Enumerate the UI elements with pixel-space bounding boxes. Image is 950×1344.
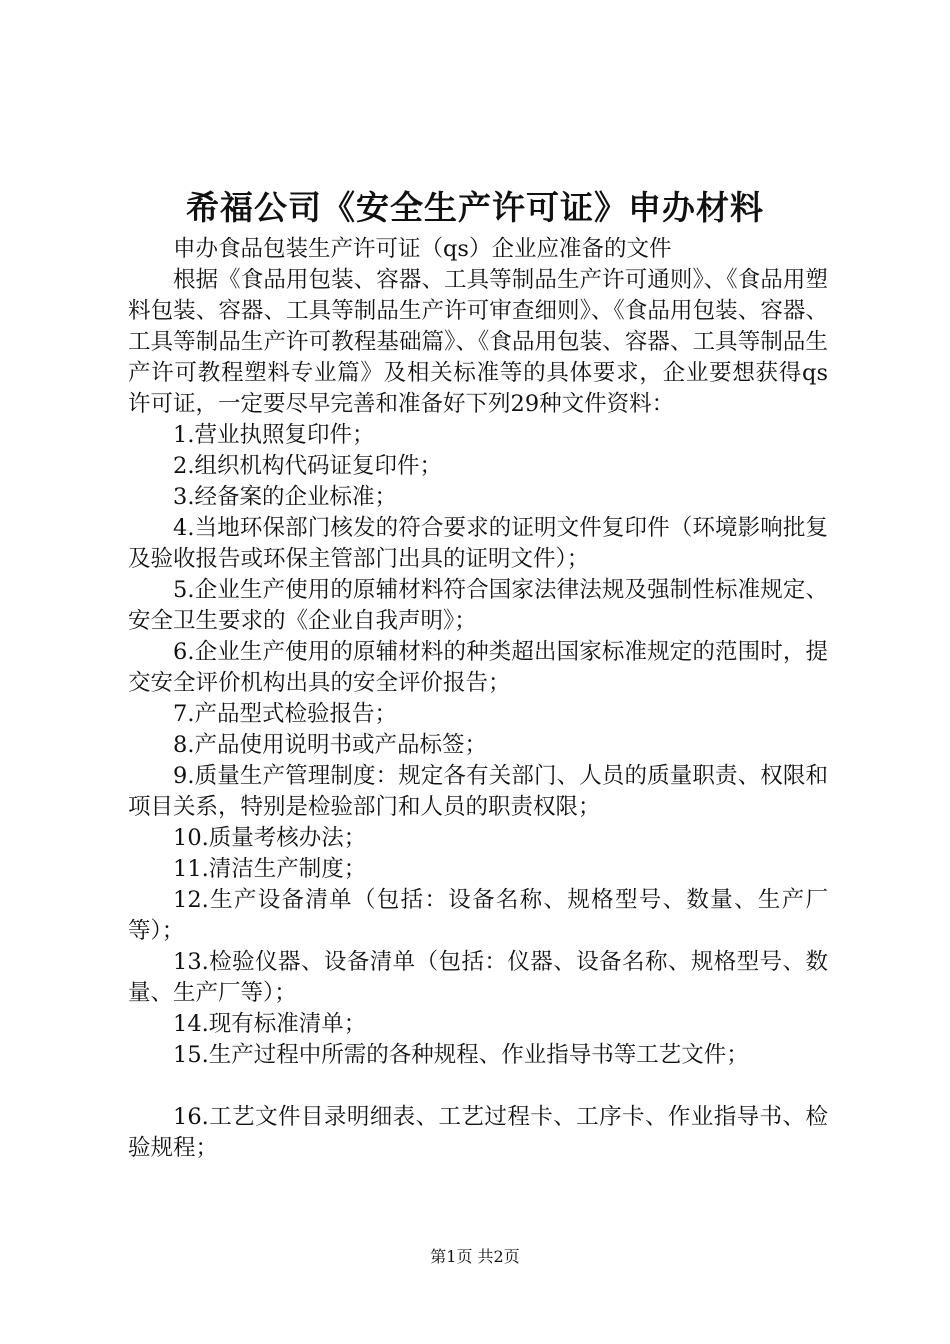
intro-paragraph: 根据《食品用包装、容器、工具等制品生产许可通则》、《食品用塑料包装、容器、工具等制品生产许可审查细则》、《食品用包装、容器、工具等制品生产许可教程基础篇》、《食品用包装、容器、工具等制品生产许可教程塑料专业篇》及相关标准等的具体要求，企业要想获得qs许可证，一定要尽早完善和准备好下列29种文件资料：	[128, 267, 828, 417]
list-item: 15.生产过程中所需的各种规程、作业指导书等工艺文件；	[173, 1042, 749, 1068]
list-item: 10.质量考核办法；	[173, 825, 367, 851]
list-item: 7.产品型式检验报告；	[173, 701, 397, 727]
list-item: 6.企业生产使用的原辅材料的种类超出国家标准规定的范围时，提交安全评价机构出具的安全评价报告；	[128, 639, 828, 696]
list-item: 16.工艺文件目录明细表、工艺过程卡、工序卡、作业指导书、检验规程；	[128, 1104, 828, 1161]
list-item: 13.检验仪器、设备清单（包括：仪器、设备名称、规格型号、数量、生产厂等）；	[128, 949, 828, 1006]
list-item: 8.产品使用说明书或产品标签；	[173, 732, 487, 758]
list-item: 12.生产设备清单（包括：设备名称、规格型号、数量、生产厂等）；	[128, 887, 828, 944]
list-item: 14.现有标准清单；	[173, 1011, 367, 1037]
list-item: 5.企业生产使用的原辅材料符合国家法律法规及强制性标准规定、安全卫生要求的《企业自我声明》；	[128, 577, 828, 634]
list-item: 3.经备案的企业标准；	[173, 484, 397, 510]
list-item: 9.质量生产管理制度：规定各有关部门、人员的质量职责、权限和项目关系，特别是检验部门和人员的职责权限；	[128, 763, 828, 820]
page-footer: 第1页 共2页	[430, 1247, 520, 1266]
document-subtitle: 申办食品包装生产许可证（qs）企业应准备的文件	[173, 236, 672, 262]
list-item: 11.清洁生产制度；	[173, 856, 367, 882]
list-item: 2.组织机构代码证复印件；	[173, 453, 442, 479]
document-body	[128, 234, 828, 1164]
list-item: 4.当地环保部门核发的符合要求的证明文件复印件（环境影响批复及验收报告或环保主管部门出具的证明文件）；	[128, 515, 828, 572]
list-item: 1.营业执照复印件；	[173, 422, 375, 448]
document-title: 希福公司《安全生产许可证》申办材料	[186, 188, 764, 227]
